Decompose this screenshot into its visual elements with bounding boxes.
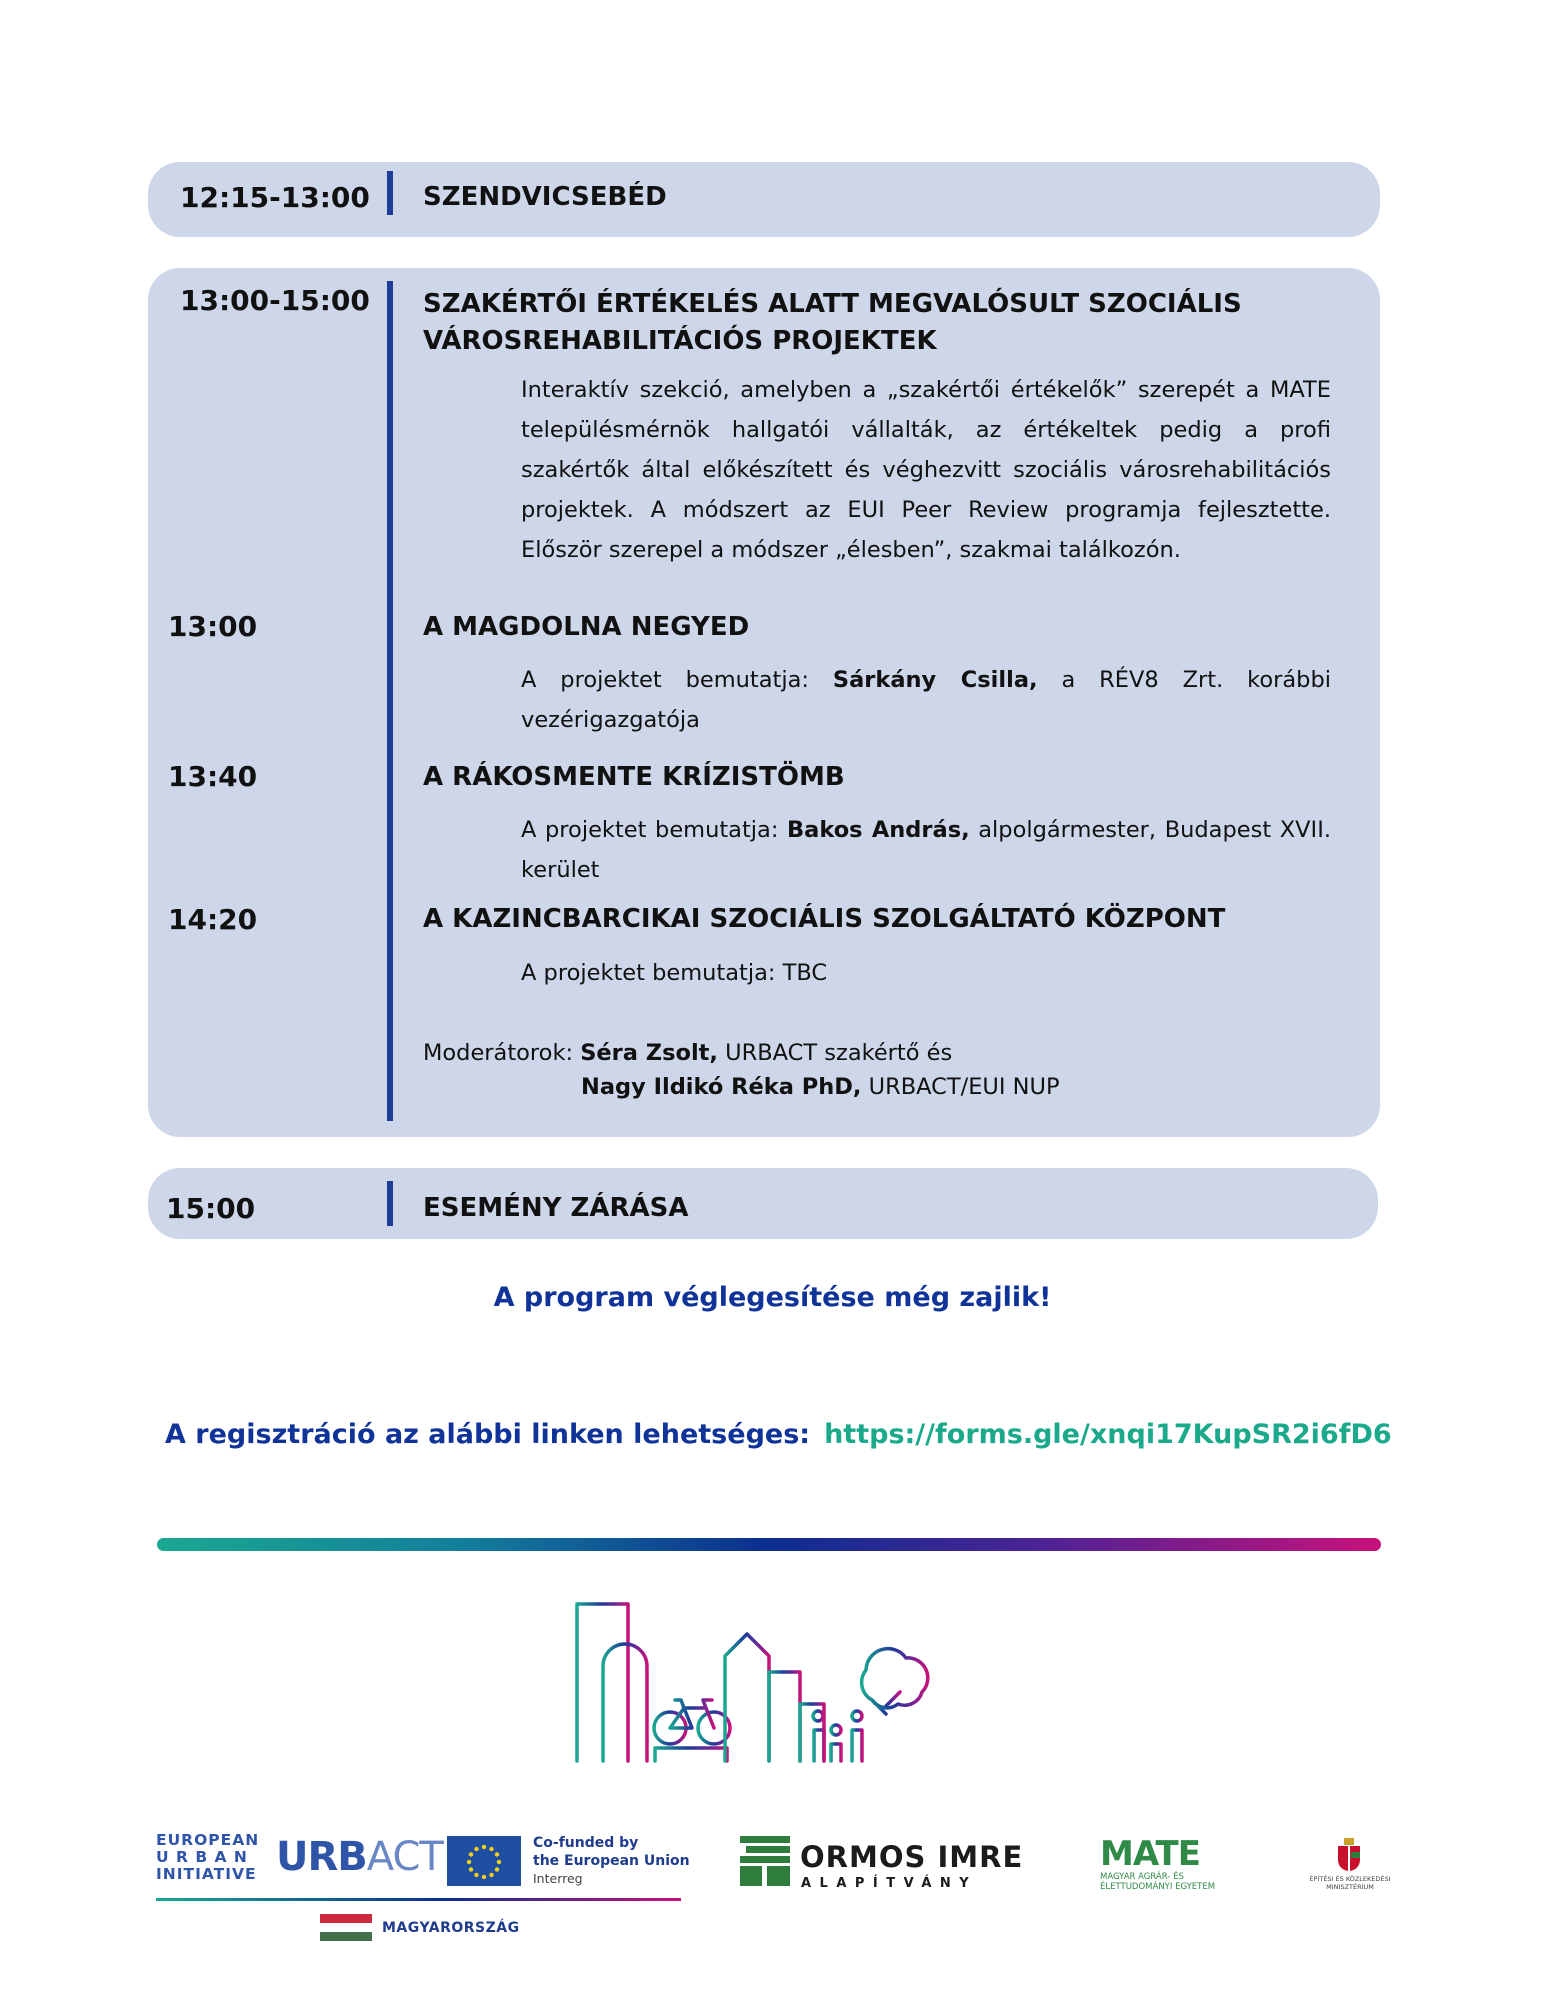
agenda-box-closing xyxy=(148,1168,1378,1239)
registration-text: A regisztráció az alábbi linken lehetséges: xyxy=(165,1419,811,1450)
footer-gradient-line xyxy=(156,1898,681,1901)
cofunded-text: Co-funded by the European Union Interreg xyxy=(533,1835,690,1886)
moderator-name: Séra Zsolt, xyxy=(580,1040,718,1066)
urbact-logo: URBACT xyxy=(276,1834,443,1880)
eu-flag-icon xyxy=(447,1836,521,1886)
hungary-flag-icon xyxy=(320,1914,372,1941)
presenter-prefix: A projektet bemutatja: xyxy=(521,817,779,843)
country-label: MAGYARORSZÁG xyxy=(382,1920,520,1936)
session-time: 14:20 xyxy=(168,903,258,936)
session-time: 13:00 xyxy=(168,610,258,643)
session-presenter xyxy=(521,810,1331,890)
mate-logo: MATE xyxy=(1100,1834,1200,1874)
session-title: A RÁKOSMENTE KRÍZISTÖMB xyxy=(423,762,845,792)
agenda-time: 13:00-15:00 xyxy=(180,284,370,317)
moderator-role: URBACT szakértő és xyxy=(725,1040,953,1066)
agenda-title-line: VÁROSREHABILITÁCIÓS PROJEKTEK xyxy=(423,326,937,356)
moderator-name: Nagy Ildikó Réka PhD, xyxy=(581,1074,862,1100)
city-illustration xyxy=(560,1596,960,1766)
agenda-title-line: SZAKÉRTŐI ÉRTÉKELÉS ALATT MEGVALÓSULT SZOCIÁLIS xyxy=(423,289,1242,319)
divider-bar xyxy=(387,1181,393,1226)
eui-logo: EUROPEAN U R B A N INITIATIVE xyxy=(156,1831,260,1883)
moderator-role: URBACT/EUI NUP xyxy=(868,1074,1060,1100)
notice-text: A program véglegesítése még zajlik! xyxy=(493,1282,1052,1313)
registration-line xyxy=(165,1419,1392,1450)
coat-of-arms-icon xyxy=(1336,1838,1362,1874)
agenda-title xyxy=(423,286,1242,360)
presenter-role: alpolgármester, Budapest XVII. kerület xyxy=(521,817,1331,883)
gradient-divider xyxy=(157,1538,1381,1551)
session-title: A KAZINCBARCIKAI SZOCIÁLIS SZOLGÁLTATÓ KÖZPONT xyxy=(423,904,1226,934)
divider-bar xyxy=(387,281,393,1121)
agenda-time: 15:00 xyxy=(166,1192,256,1225)
ormos-imre-logo-icon xyxy=(740,1836,790,1886)
session-presenter: A projektet bemutatja: TBC xyxy=(521,960,828,986)
presenter-prefix: A projektet bemutatja: xyxy=(521,667,809,693)
moderators xyxy=(423,1036,1060,1104)
session-title: A MAGDOLNA NEGYED xyxy=(423,612,750,642)
agenda-title: ESEMÉNY ZÁRÁSA xyxy=(423,1193,689,1223)
moderators-label: Moderátorok: xyxy=(423,1040,574,1066)
ministry-label: ÉPÍTÉSI ÉS KÖZLEKEDÉSI MINISZTÉRIUM xyxy=(1309,1875,1391,1891)
ormos-imre-sub: ALAPÍTVÁNY xyxy=(801,1876,978,1891)
agenda-title: SZENDVICSEBÉD xyxy=(423,182,667,212)
session-time: 13:40 xyxy=(168,760,258,793)
session-description: Interaktív szekció, amelyben a „szakértői értékelők” szerepét a MATE településmérnök hallgatói vállalták, az értékeltek pedig a profi szakértők által előkészített és véghezvitt szociális városrehabilitációs projektek. A módszert az EUI Peer Review programja fejlesztette. Először szerepel a módszer „élesben”, szakmai találkozón. xyxy=(521,377,1331,563)
divider-bar xyxy=(387,171,393,215)
mate-subtitle: MAGYAR AGRÁR- ÉS ÉLETTUDOMÁNYI EGYETEM xyxy=(1100,1872,1216,1892)
presenter-role: a RÉV8 Zrt. korábbi vezérigazgatója xyxy=(521,667,1331,733)
agenda-time: 12:15-13:00 xyxy=(180,181,370,214)
ormos-imre-name: ORMOS IMRE xyxy=(800,1840,1024,1874)
presenter-name: Sárkány Csilla, xyxy=(832,667,1038,693)
session-presenter xyxy=(521,660,1331,740)
registration-link[interactable]: https://forms.gle/xnqi17KupSR2i6fD6 xyxy=(824,1419,1392,1450)
presenter-name: Bakos András, xyxy=(787,817,970,843)
